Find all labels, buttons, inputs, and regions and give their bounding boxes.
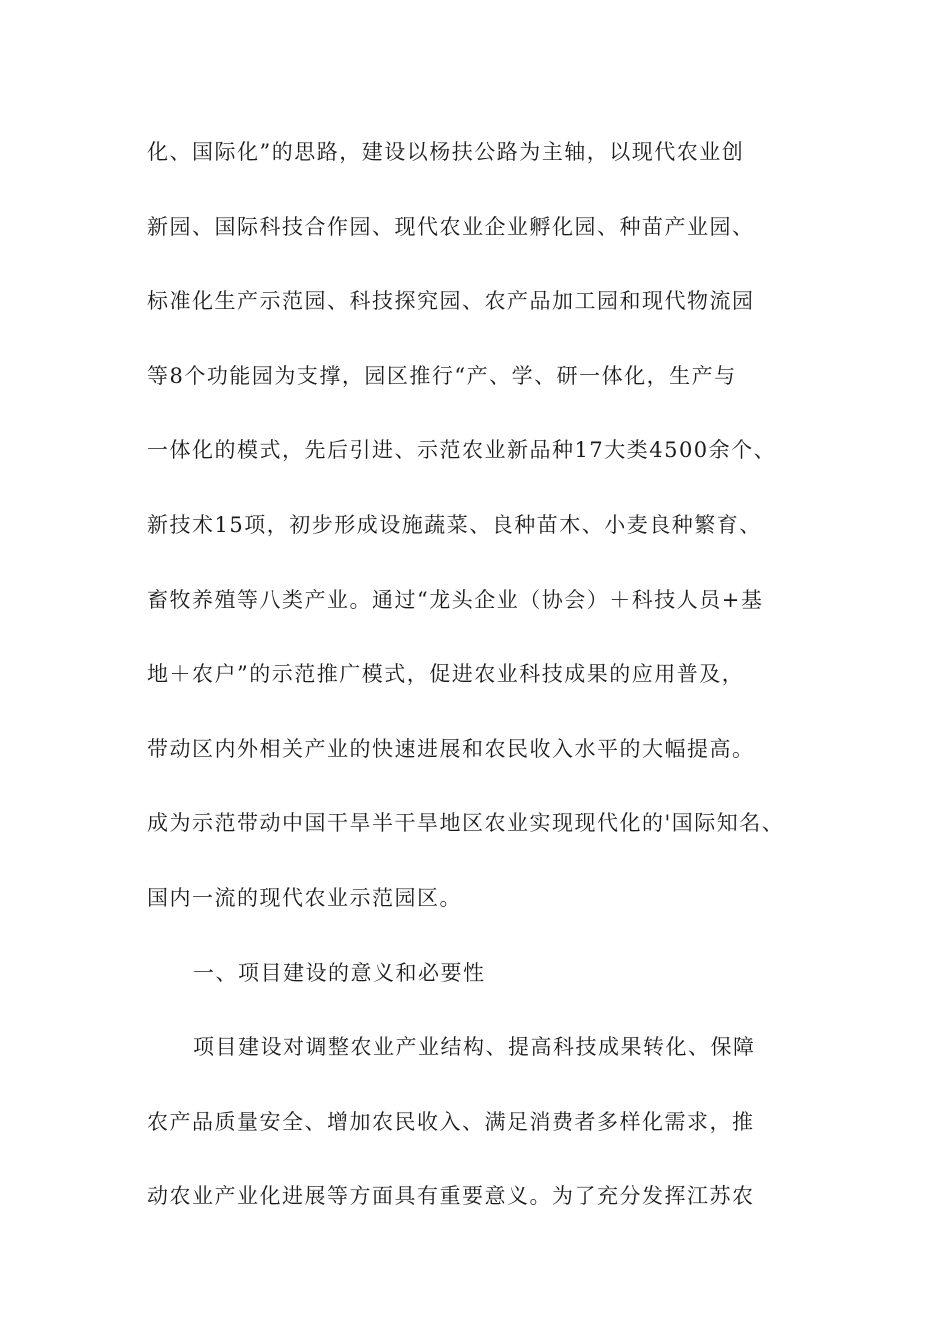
document-body <box>147 134 837 1253</box>
paragraph-2-line-1: 项目建设对调整农业产业结构、提高科技成果转化、保障 <box>193 1035 756 1060</box>
text-line-7: 畜牧养殖等八类产业。通过“龙头企业（协会）＋科技人员+基 <box>147 587 764 612</box>
text-line-11: 国内一流的现代农业示范园区。 <box>147 885 462 910</box>
text-line-9: 带动区内外相关产业的快速进展和农民收入水平的大幅提高。 <box>147 736 755 761</box>
text-line-3: 标准化生产示范园、科技探究园、农产品加工园和现代物流园 <box>147 289 755 314</box>
section-heading: 一、项目建设的意义和必要性 <box>193 960 486 985</box>
paragraph-2-line-2: 农产品质量安全、增加农民收入、满足消费者多样化需求，推 <box>147 1109 755 1134</box>
text-line-10: 成为示范带动中国干旱半干旱地区农业实现现代化的'国际知名、 <box>147 811 785 836</box>
text-line-8: 地＋农户”的示范推广模式，促进农业科技成果的应用普及， <box>147 662 745 687</box>
text-line-4: 等8个功能园为支撑，园区推行“产、学、研一体化，生产与 <box>147 363 737 388</box>
text-line-6: 新技术15项，初步形成设施蔬菜、良种苗木、小麦良种繁育、 <box>147 512 762 537</box>
text-line-5: 一体化的模式，先后引进、示范农业新品种17大类4500余个、 <box>147 438 777 463</box>
text-line-2: 新园、国际科技合作园、现代农业企业孵化园、种苗产业园、 <box>147 214 755 239</box>
paragraph-2-line-3: 动农业产业化进展等方面具有重要意义。为了充分发挥江苏农 <box>147 1184 755 1209</box>
text-line-1: 化、国际化”的思路，建设以杨扶公路为主轴，以现代农业创 <box>147 140 745 164</box>
